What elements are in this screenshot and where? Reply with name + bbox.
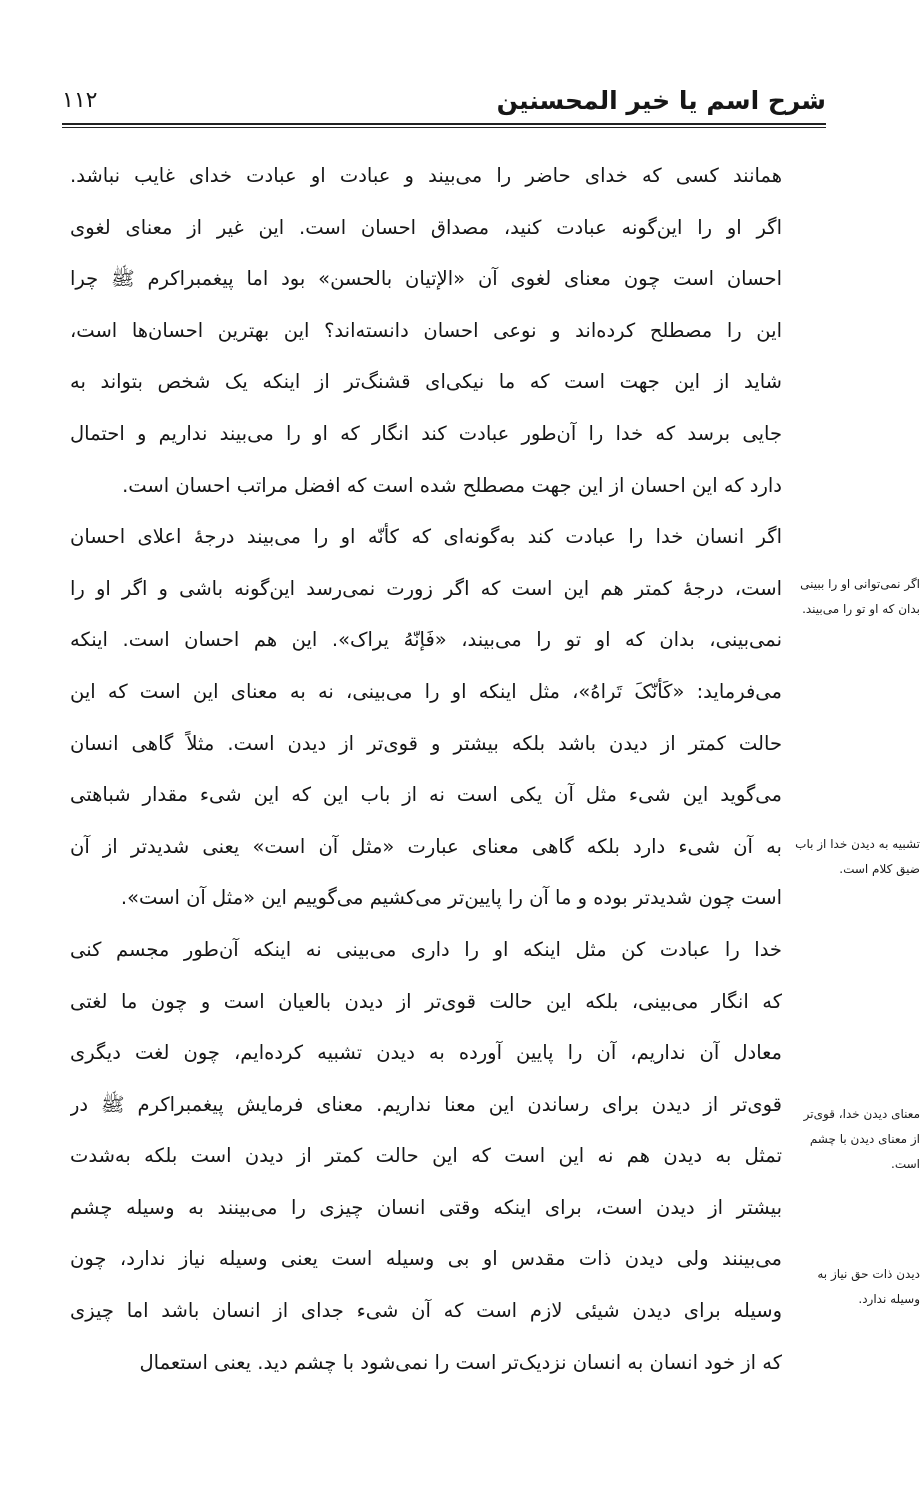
text-line: تمثل به دیدن هم نه این است که این حالت کمتر از دیدن است بلکه به‌شدت: [70, 1144, 782, 1168]
text-line: نمی‌بینی، بدان که او تو را می‌بیند، «فَإنّهُ یراک». این هم احسان است. اینکه: [70, 628, 782, 652]
text-line: اگر او را این‌گونه عبادت کنید، مصداق احسان است. این غیر از معنای لغوی: [70, 215, 782, 239]
text-line: همانند کسی که خدای حاضر را می‌بیند و عبادت او عبادت خدای غایب نباشد.: [70, 164, 782, 187]
text-line: می‌فرماید: «کَأنّکَ تَراهُ»، مثل اینکه او را می‌بینی، نه به معنای این است که این: [70, 679, 782, 703]
text-line: حالت کمتر از دیدن باشد بلکه بیشتر و قوی‌تر از دیدن است. مثلاً گاهی انسان: [70, 731, 782, 755]
text-line: معادل آن نداریم، آن را پایین آورده به دیدن تشبیه کرده‌ایم، چون لغت دیگری: [70, 1041, 782, 1065]
text-line: که انگار می‌بینی، بلکه این حالت قوی‌تر از دیدن بالعیان است و چون ما لغتی: [70, 989, 782, 1013]
text-line: می‌گوید این شیء مثل آن یکی است نه از باب این که این شیء مقدار شباهتی: [70, 783, 782, 807]
text-line: این را مصطلح کرده‌اند و نوعی احسان دانسته‌اند؟ این بهترین احسان‌ها است،: [70, 318, 782, 342]
page-header: [62, 82, 826, 122]
running-title: شرح اسم يا خير المحسنين: [496, 86, 826, 115]
text-line: اگر انسان خدا را عبادت کند به‌گونه‌ای که کأنّه او را می‌بیند درجهٔ اعلای احسان: [70, 525, 782, 549]
header-rule: [62, 123, 826, 128]
text-line: قوی‌تر از دیدن برای رساندن این معنا نداریم. معنای فرمایش پیغمبراکرم ﷺ در: [70, 1092, 782, 1116]
text-line: به آن شیء دارد بلکه گاهی معنای عبارت «مثل آن است» یعنی شدیدتر از آن: [70, 834, 782, 858]
text-line: می‌بینند ولی دیدن ذات مقدس او بی وسیله است یعنی وسیله نیاز ندارد، چون: [70, 1247, 782, 1271]
text-line: خدا را عبادت کن مثل اینکه او را داری می‌بینی نه اینکه آن‌طور مجسم کنی: [70, 937, 782, 961]
text-line: دارد که این احسان از این جهت مصطلح شده است که افضل مراتب احسان است.: [122, 473, 782, 497]
margin-note: اگر نمی‌توانی او را ببینی بدان که او تو را می‌بیند.: [800, 577, 920, 616]
body-text: [70, 150, 782, 1388]
text-line: که از خود انسان به انسان نزدیک‌تر است را نمی‌شود با چشم دید. یعنی استعمال: [139, 1350, 782, 1374]
text-line: بیشتر از دیدن است، برای اینکه وقتی انسان چیزی را می‌بینند به وسیله چشم: [70, 1195, 782, 1219]
text-line: جایی برسد که خدا را آن‌طور عبادت کند انگار که او را می‌بیند نداریم و احتمال: [70, 421, 782, 445]
text-line: احسان است چون معنای لغوی آن «الإتیان بالحسن» بود اما پیغمبراکرم ﷺ چرا: [70, 267, 782, 291]
margin-note: دیدن ذات حق نیاز به وسیله ندارد.: [817, 1267, 920, 1306]
margin-note: تشبیه به دیدن خدا از باب ضیق کلام است.: [795, 837, 920, 876]
text-line: است، درجهٔ کمتر هم این است که اگر زورت نمی‌رسد این‌گونه باشی و اگر او را: [70, 576, 782, 600]
margin-note: معنای دیدن خدا، قوی‌تر از معنای دیدن با چشم است.: [803, 1107, 920, 1171]
text-line: است چون شدیدتر بوده و ما آن را پایین‌تر می‌کشیم می‌گوییم این «مثل آن است».: [120, 886, 782, 910]
page-number: ۱۱۲: [62, 88, 98, 113]
text-line: شاید از این جهت است که ما نیکی‌ای قشنگ‌تر از اینکه یک شخص بتواند به: [70, 370, 782, 394]
text-line: وسیله برای دیدن شیئی لازم است که آن شیء جدای از انسان باشد اما چیزی: [70, 1299, 782, 1323]
